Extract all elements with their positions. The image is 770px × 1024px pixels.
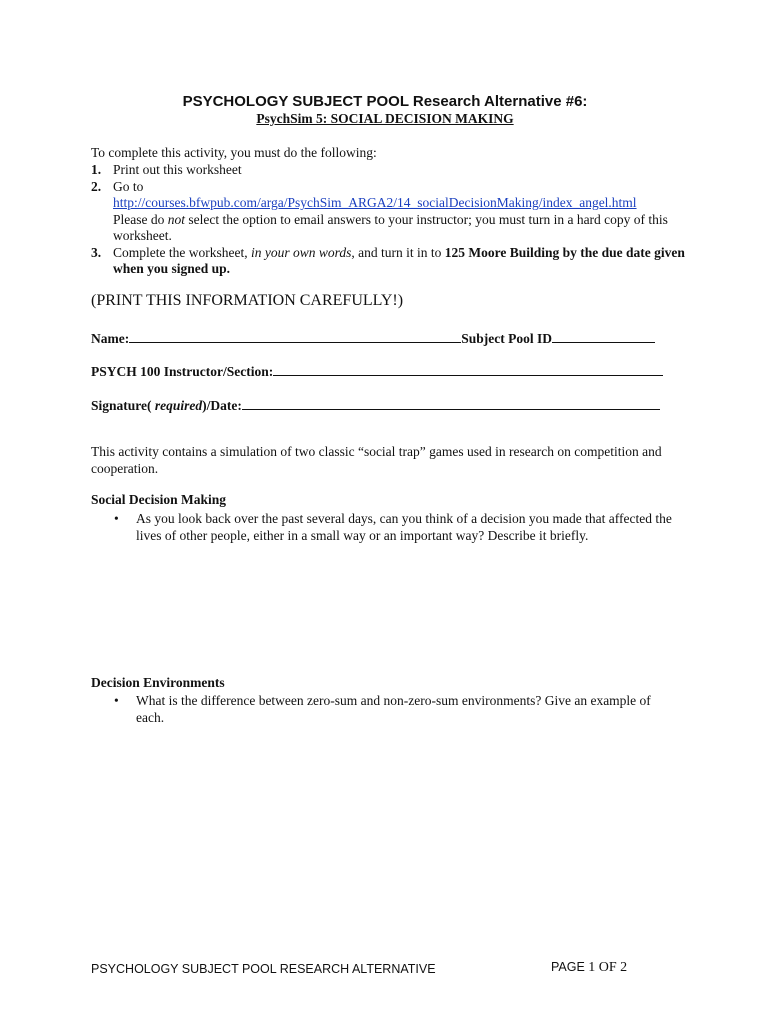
print-note: (PRINT THIS INFORMATION CAREFULLY!) <box>91 292 404 309</box>
page-label: PAGE <box>551 960 589 974</box>
instruction-item-1 <box>91 162 691 179</box>
question-text: What is the difference between zero-sum and non-zero-sum environments? Give an example of each. <box>136 693 651 725</box>
instruction-item-3 <box>91 245 691 278</box>
question-bullet <box>114 510 674 544</box>
footer-page-number <box>551 960 627 976</box>
section-heading: Social Decision Making <box>91 492 227 507</box>
bullet-icon: • <box>114 511 119 526</box>
name-label: Name: <box>91 331 130 346</box>
signature-field-row <box>91 396 660 414</box>
signature-required: required <box>154 398 203 413</box>
signature-label-post: )/Date: <box>202 398 242 413</box>
name-field-row <box>91 329 655 347</box>
instruction-number: 3. <box>91 244 102 260</box>
instruction-note-pre: Please do <box>113 211 168 227</box>
question-text: As you look back over the past several days, can you think of a decision you made that affected the lives of other people, either in a small way or an important way? Describe it briefly. <box>136 511 672 543</box>
instruction-note-post: select the option to email answers to your instructor; you must turn in a hard copy of this worksheet. <box>113 211 668 243</box>
instruction-text: Print out this worksheet <box>113 162 242 177</box>
question-bullet <box>114 692 674 726</box>
instruction-item-2 <box>91 179 691 245</box>
bullet-icon: • <box>114 693 119 708</box>
instruction-text-emphasis: in your own words <box>250 244 352 260</box>
name-line[interactable] <box>129 329 461 343</box>
subject-pool-id-label: Subject Pool ID <box>461 331 552 346</box>
instructor-section-label: PSYCH 100 Instructor/Section: <box>91 364 274 379</box>
instruction-text-pre: Complete the worksheet, <box>113 244 251 260</box>
instructions-list <box>91 162 691 278</box>
instruction-location: 125 Moore Building by the due date given when you signed up. <box>113 244 685 276</box>
instructions-intro: To complete this activity, you must do the following: <box>91 145 377 160</box>
instruction-text-mid: , and turn it in to <box>351 244 445 260</box>
psychsim-link[interactable]: http://courses.bfwpub.com/arga/PsychSim_ARGA2/14_socialDecisionMaking/index_angel.html <box>113 195 637 210</box>
instruction-number: 1. <box>91 162 102 177</box>
activity-description: This activity contains a simulation of two classic “social trap” games used in research on competition and cooperation. <box>91 444 662 476</box>
instructor-field-row <box>91 362 663 380</box>
footer-title: PSYCHOLOGY SUBJECT POOL RESEARCH ALTERNATIVE <box>91 962 436 976</box>
page-title: PSYCHOLOGY SUBJECT POOL Research Alternative #6: <box>182 93 588 110</box>
page-subtitle: PsychSim 5: SOCIAL DECISION MAKING <box>256 111 514 126</box>
instruction-text: Go to <box>113 178 144 194</box>
instructor-section-line[interactable] <box>273 362 663 376</box>
signature-date-line[interactable] <box>242 396 660 410</box>
section-heading: Decision Environments <box>91 675 225 690</box>
instruction-number: 2. <box>91 178 102 194</box>
signature-label-pre: Signature( <box>91 398 155 413</box>
instruction-note-emphasis: not <box>167 211 186 227</box>
page-count: 1 OF 2 <box>588 960 628 975</box>
subject-pool-id-line[interactable] <box>552 329 655 343</box>
